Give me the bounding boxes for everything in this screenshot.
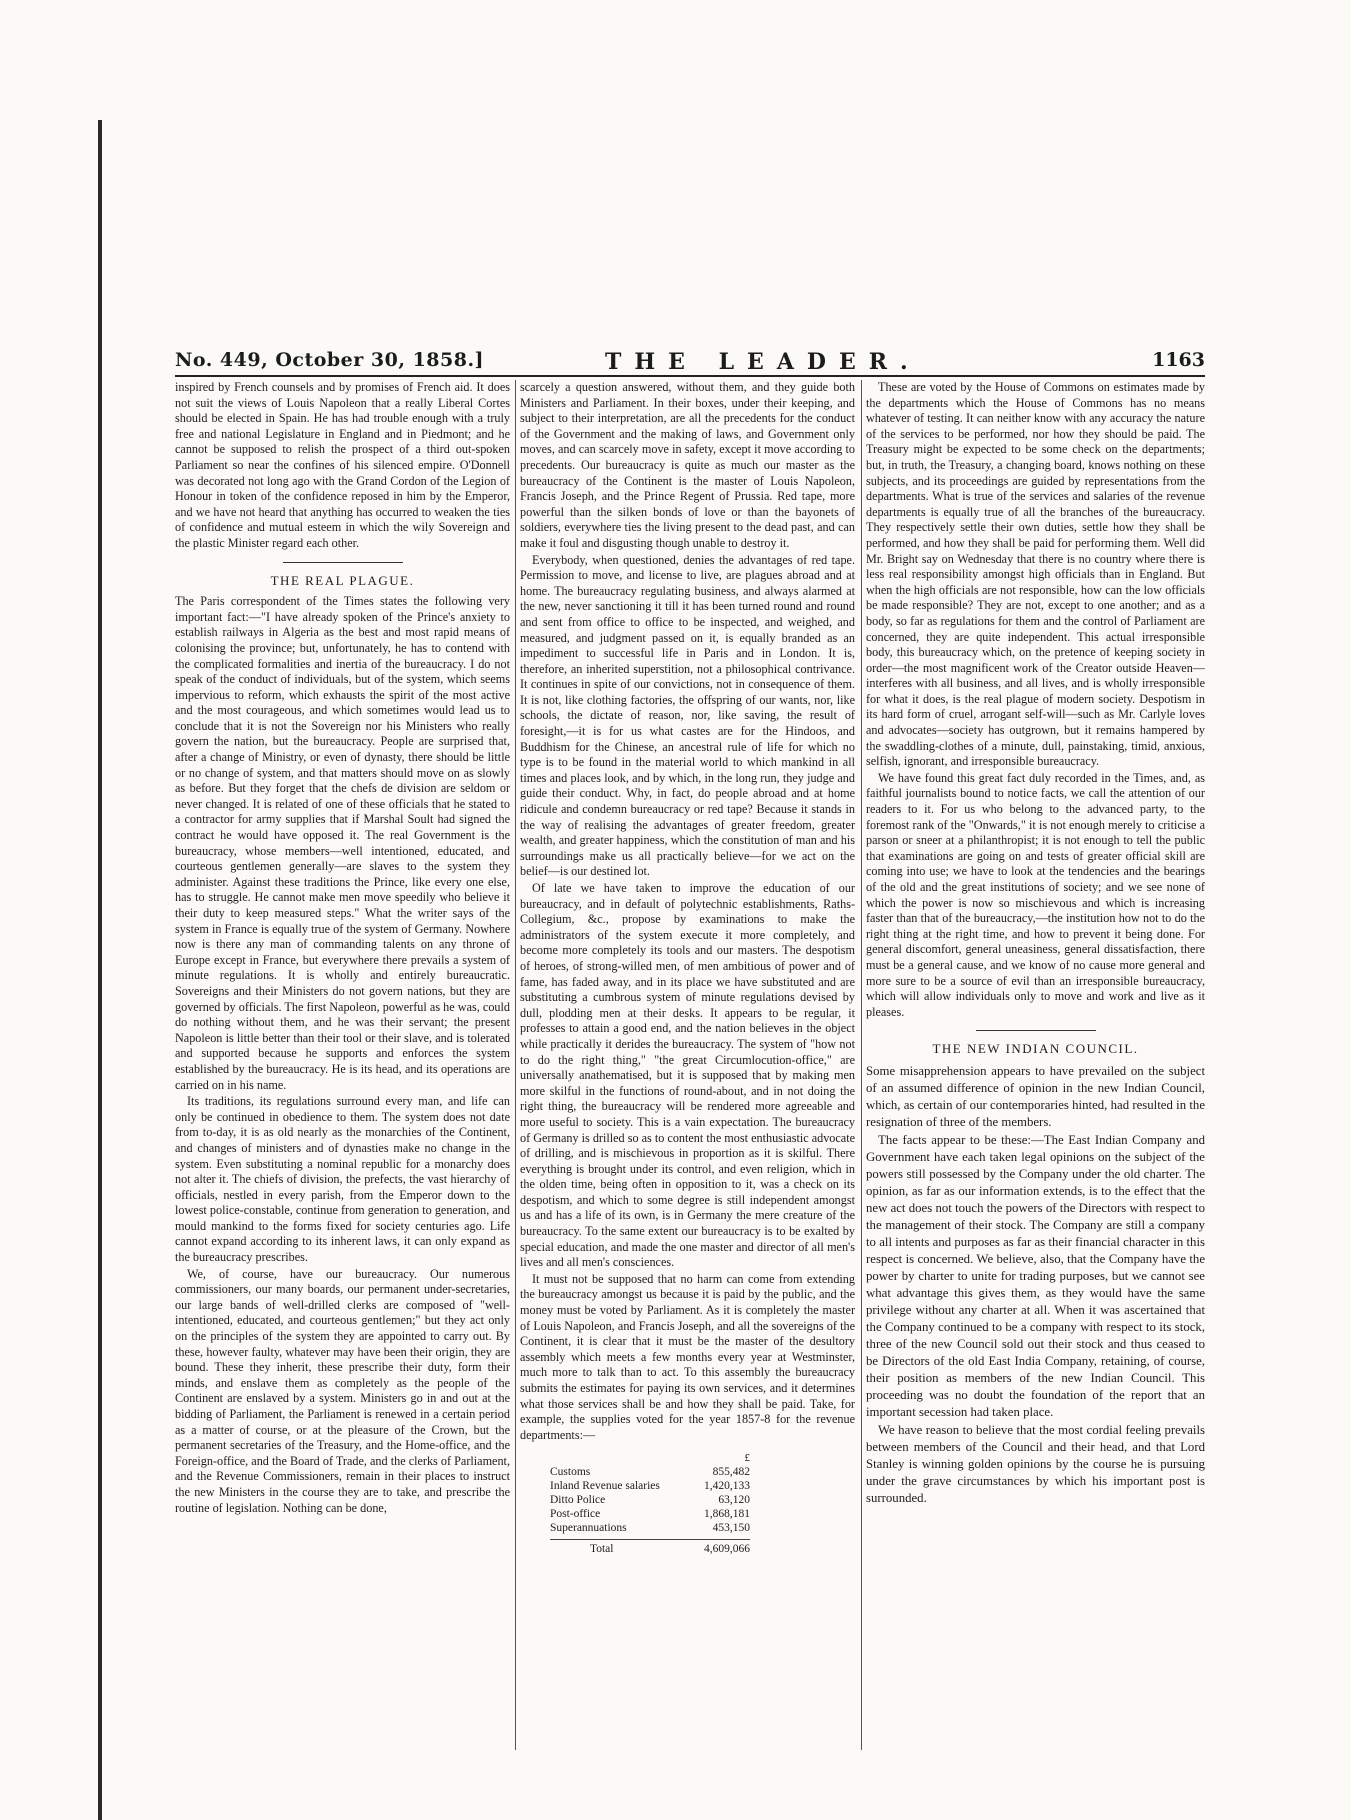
page-number: 1163: [1152, 349, 1205, 371]
row-value: 855,482: [712, 1466, 750, 1479]
column-1: [175, 380, 510, 1740]
table-row: [550, 1465, 750, 1479]
paragraph: Its traditions, its regulations surround every man, and life can only be continued in obedience to them. The system does not date from to-day, it is as old nearly as the monarchies of the Continent, and changes of ministers and of dynasties make no change in the system. Even substituting a nominal republic for a monarchy does not alter it. The chiefs of division, the prefects, the vast hierarchy of officials, nestled in every parish, from the Emperor down to the lowest police-constable, continue from generation to generation, and mould mankind to the forms fixed for society centuries ago. Life cannot expand according to its inherent laws, it can only expand as the bureaucracy prescribes.: [175, 1094, 510, 1265]
paragraph: The facts appear to be these:—The East Indian Company and Government have each taken legal opinions on the subject of the powers still possessed by the Company under the old charter. The opinion, as far as our information extends, is to the effect that the new act does not touch the powers of the Directors with respect to the management of their stock. The Company are still a company to all intents and purposes as far as their financial character in this respect is concerned. We believe, also, that the Company have the power by charter to unite for trading purposes, but we cannot see what advantage this gives them, as they would have the same privilege without any charter at all. When it was ascertained that the Company continued to be a company with respect to its stock, three of the new Council sold out their stock and thus ceased to be Directors of the old East India Company, retaining, of course, their position as members of the new Indian Council. This proceeding was no doubt the foundation of the report that an important secession had taken place.: [866, 1132, 1205, 1419]
row-label: Superannuations: [550, 1522, 627, 1535]
table-row: [550, 1479, 750, 1493]
section-divider: [283, 562, 403, 563]
paragraph: We have reason to believe that the most cordial feeling prevails between members of the Council and their head, and that Lord Stanley is winning golden opinions by the course he is pursuing under the grave circumstances by which his important post is surrounded.: [866, 1422, 1205, 1505]
row-label: Customs: [550, 1466, 591, 1479]
column-3: [866, 380, 1205, 1740]
masthead-rule: [175, 375, 1205, 377]
total-value: 4,609,066: [704, 1543, 750, 1556]
currency-symbol: £: [744, 1452, 750, 1465]
page-binding-edge: [98, 120, 102, 1820]
column-divider: [861, 380, 862, 1750]
paragraph: inspired by French counsels and by promises of French aid. It does not suit the views of Louis Napoleon that a really Liberal Cortes should be elected in Spain. He has had trouble enough with a truly free and national Legislature in England and in Piedmont; and he cannot be supposed to relish the prospect of a third out-spoken Parliament so near the confines of his silenced empire. O'Donnell was decorated not long ago with the Grand Cordon of the Legion of Honour in token of the confidence reposed in him by the Emperor, and we have not heard that anything has occurred to weaken the ties of confidence and mutual esteem in which the wily Sovereign and the plastic Minister regard each other.: [175, 380, 510, 550]
paragraph: It must not be supposed that no harm can come from extending the bureaucracy amongst us because it is paid by the public, and the money must be voted by Parliament. As it is completely the master of Louis Napoleon, and Francis Joseph, and all the sovereigns of the Continent, it is clear that it must be the master of the desultory assembly which meets a few months every year at Westminster, much more to talk than to act. To this assembly the bureaucracy submits the estimates for paying its own services, and it determines what those services shall be and how they shall be paid. Take, for example, the supplies voted for the year 1857-8 for the revenue departments:—: [520, 1271, 855, 1442]
newspaper-title: THE LEADER.: [605, 349, 921, 375]
paragraph: These are voted by the House of Commons on estimates made by the departments which the House of Commons has no means whatever of testing. It can neither know with any accuracy the nature of the services to be performed, nor how they should be paid. The Treasury might be expected to be some check on the departments; but, in truth, the Treasury, a changing board, knows nothing on these subjects, and its proceedings are guided by representations from the departments. What is true of the services and salaries of the revenue departments is equally true of all the branches of the bureaucracy. They respectively settle their own duties, settle how they shall be performed, and how they shall be paid for performing them. Well did Mr. Bright say on Wednesday that there is no country where there is less real responsibility amongst high officials than in England. But when the high officials are not responsible, how can the low officials be made responsible? They are not, except to one another; and as a body, so far as regulations for them and the control of Parliament are concerned, they are quite independent. This actual irresponsible body, this bureaucracy which, on the pretence of keeping society in order—the most magnificent work of the Creator outside Heaven—interferes with all business, and all lives, and is wholly irresponsible for what it does, is the real plague of modern society. Despotism in its hard form of cruel, arrogant self-will—such as Mr. Carlyle loves and advocates—society has outgrown, but it remains hampered by the swaddling-clothes of a minute, dull, painstaking, timid, anxious, selfish, ignorant, and irresponsible bureaucracy.: [866, 380, 1205, 769]
column-divider: [515, 380, 516, 1750]
issue-date: No. 449, October 30, 1858.]: [175, 349, 485, 371]
total-label: Total: [590, 1543, 614, 1556]
row-value: 453,150: [712, 1522, 750, 1535]
revenue-table: [550, 1451, 750, 1556]
row-label: Post-office: [550, 1508, 601, 1521]
row-value: 1,868,181: [704, 1508, 750, 1521]
paragraph: We, of course, have our bureaucracy. Our numerous commissioners, our many boards, our permanent under-secretaries, our large bands of well-drilled clerks are composed of "well-intentioned, educated, and courteous gentlemen;" but they act only on the principles of the system they are appointed to carry out. By these, however faulty, whatever may have been their origin, they are bound. These they inherit, these prescribe their duty, form their minds, and enslave them as completely as the people of the Continent are enslaved by a system. Ministers go in and out at the bidding of Parliament, the Parliament is renewed in a certain period as a matter of course, or at the pleasure of the Crown, but the permanent secretaries of the Treasury, and the Home-office, and the Foreign-office, and the Board of Trade, and the clerks of Parliament, and the Revenue Commissioners, remain in their places to instruct the new Ministers in the course they are to take, and prescribe the routine of legislation. Nothing can be done,: [175, 1266, 510, 1515]
paragraph: The Paris correspondent of the Times states the following very important fact:—"I have already spoken of the Prince's anxiety to establish railways in Algeria as the best and most rapid means of colonising the province; but, unfortunately, he has to contend with the complicated formalities and inertia of the bureaucracy. I do not speak of the conduct of individuals, but of the system, which seems impervious to reform, which exhausts the spirit of the most active and the most courageous, and which sometimes would lead us to conclude that it is not the Sovereign nor his Ministers who really govern the nation, but the bureaucracy. People are surprised that, after a change of Ministry, or even of dynasty, there should be little or no change of system, and that matters should move on as slowly as before. But they forget that the chefs de division are seldom or never changed. It is related of one of these officials that he stated to a contractor for army supplies that if Marshal Soult had signed the contract he would have opposed it. The real Government is the bureaucracy, whose members—well intentioned, educated, and courteous gentlemen generally—are slaves to the system they administer. Against these traditions the Prince, like every one else, has to struggle. He cannot make men move speedily who believe it their duty to keep measured steps." What the writer says of the system in France is equally true of the system of Germany. Nowhere now is there any man of commanding talents on any throne of Europe except in France, but everywhere there prevails a system of minute regulations. It is wholly and entirely bureaucratic. Sovereigns and their Ministers do not govern nations, but they are governed by officials. The first Napoleon, powerful as he was, could do nothing without them, and he was their servant; the present Napoleon is little better than their tool or their slave, and is tolerated and supported because he supports and enforces the system established by the bureaucracy. He is its head, and its operations are carried on in his name.: [175, 594, 510, 1092]
row-label: Ditto Police: [550, 1494, 606, 1507]
paragraph: Everybody, when questioned, denies the advantages of red tape. Permission to move, and license to live, are plagues abroad and at home. The bureaucracy regulating business, and always alarmed at the new, never sanctioning it till it has been turned round and round and sent from office to office to be inspected, and weighed, and measured, and judgment passed on it, is equally branded as an impediment to successful life in Paris and in London. It is, therefore, an inherited superstition, not a philosophical contrivance. It continues in spite of our convictions, not in consequence of them. It is not, like clothing factories, the offspring of our wants, nor, like schools, the dictate of reason, nor, like saving, the result of foresight,—it is for us what castes are for the Hindoos, and Buddhism for the Chinese, an ancestral rule of life for which no type is to be found in the material world to which mankind in all times and places look, and by which, in the long run, they judge and guide their conduct. Why, in fact, do people abroad and at home ridicule and condemn bureaucracy or red tape? Because it stands in the way of realising the advantages of greater freedom, greater wealth, and greater happiness, which the constitution of man and his surroundings make us all practically believe—for we act on the belief—is our destined lot.: [520, 552, 855, 879]
paragraph: scarcely a question answered, without them, and they guide both Ministers and Parliament. In their boxes, under their keeping, and subject to their interpretation, are all the precedents for the conduct of the Government and the making of laws, and Government only moves, and can scarcely move in safety, except it move according to precedents. Our bureaucracy is quite as much our master as the bureaucracy of the Continent is the master of Louis Napoleon, Francis Joseph, and the Prince Regent of Prussia. Red tape, more powerful than the silken bonds of love or than the bayonets of soldiers, everywhere ties the living present to the dead past, and can make it foul and disgusting though unable to destroy it.: [520, 380, 855, 550]
article-heading: THE REAL PLAGUE.: [270, 572, 415, 588]
table-row: [550, 1521, 750, 1535]
paragraph: We have found this great fact duly recorded in the Times, and, as faithful journalists bound to notice facts, we call the attention of our readers to it. For us who belong to the advanced party, to the foremost rank of the "Onwards," it is not enough merely to criticise a parson or sneer at a philanthropist; it is not enough to tell the public that examinations are going on and tests of greater official skill are coming into use; we have to look at the tendencies and the bearings of the old and the great institutions of society; and we see none of which the power is now so mischievous and which is increasing faster than that of the bureaucracy,—the institution how not to do the right thing at the right time, and how to prevent it being done. For general discomfort, general uneasiness, general dissatisfaction, there must be a general cause, and we know of no cause more general and more sure to be a source of evil than an irresponsible bureaucracy, which will allow individuals only to move and work and live as it pleases.: [866, 770, 1205, 1019]
section-divider: [976, 1030, 1096, 1031]
article-heading: THE NEW INDIAN COUNCIL.: [932, 1041, 1139, 1057]
row-value: 1,420,133: [704, 1480, 750, 1493]
column-2: [520, 380, 855, 1740]
masthead: [175, 349, 1205, 377]
table-total-row: [550, 1539, 750, 1556]
paragraph: Some misapprehension appears to have prevailed on the subject of an assumed difference of opinion in the new Indian Council, which, as certain of our contemporaries hinted, had resulted in the resignation of three of the members.: [866, 1063, 1205, 1129]
table-row: [550, 1493, 750, 1507]
row-value: 63,120: [718, 1494, 750, 1507]
table-row: [550, 1507, 750, 1521]
paragraph: Of late we have taken to improve the education of our bureaucracy, and in default of polytechnic establishments, Raths-Collegium, &c., propose by examinations to make the administrators of the system execute it more completely, and become more completely its tools and our masters. The despotism of heroes, of strong-willed men, of men ambitious of power and of fame, has faded away, and in its place we have substituted and are substituting a cumbrous system of minute regulations devised by dull, plodding men at their desks. It appears to be regular, it professes to attain a good end, and the nation believes in the object while practically it derides the bureaucracy. The system of "how not to do the right thing," "the great Circumlocution-office," are universally anathematised, but it is supposed that by making men more skilful in the functions of round-about, and in not doing the right thing, the bureaucracy will be rendered more agreeable and more useful to society. This is a vain expectation. The bureaucracy of Germany is drilled so as to content the most enthusiastic advocate of drilling, and is mischievous in proportion as it is skilful. There everything is brought under its control, and even religion, which in the olden time, being often in opposition to it, was a check on its despotism, and which to some degree is still independent amongst us and has a life of its own, is in Germany the mere creature of the bureaucracy. To the same extent our bureaucracy is to be exalted by special education, and made the one master and director of all men's lives and all men's consciences.: [520, 881, 855, 1270]
row-label: Inland Revenue salaries: [550, 1480, 660, 1493]
